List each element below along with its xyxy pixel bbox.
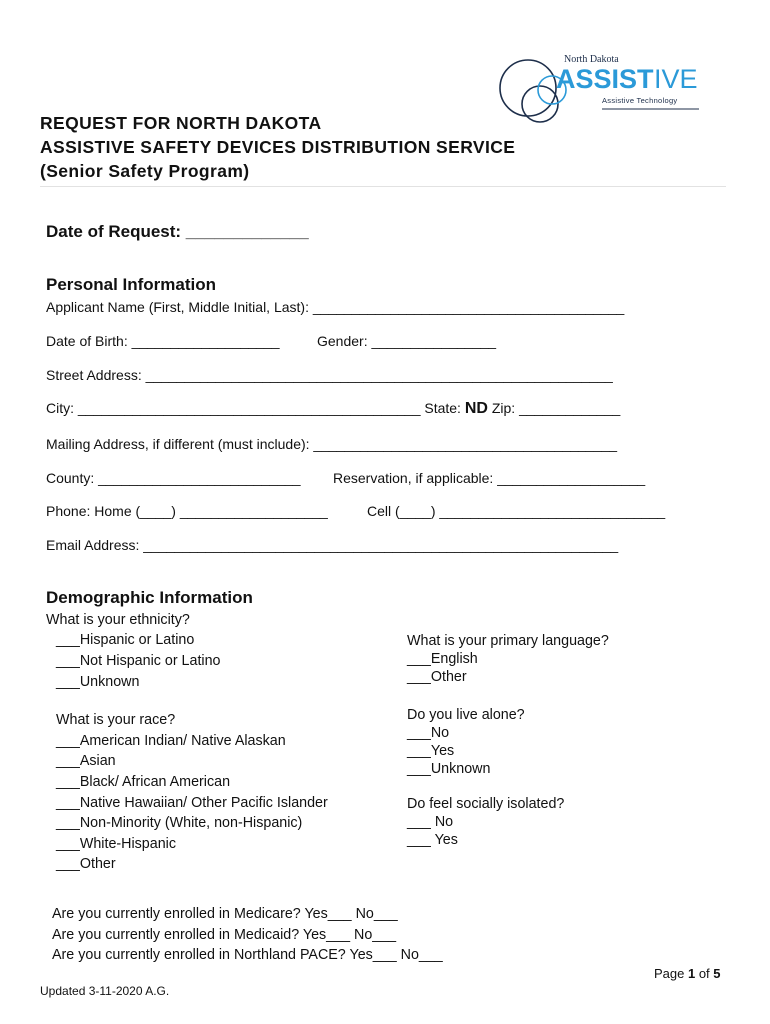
logo-rings-icon — [494, 48, 704, 130]
city-state-field[interactable] — [46, 400, 620, 418]
mailing-address-field[interactable]: Mailing Address, if different (must include): _______________________________________ — [46, 436, 618, 452]
logo-state-text: North Dakota — [564, 54, 619, 65]
county-field[interactable]: County: __________________________ — [46, 470, 301, 486]
page-current: 1 — [687, 966, 696, 981]
medicare-question[interactable]: Are you currently enrolled in Medicare? Yes___ No___ — [52, 906, 398, 922]
title-line-2: ASSISTIVE SAFETY DEVICES DISTRIBUTION SERVICE — [40, 137, 516, 157]
date-of-birth-field[interactable]: Date of Birth: ___________________ — [46, 333, 280, 349]
live-alone-option[interactable]: ___Yes — [407, 743, 455, 759]
race-option[interactable]: ___Black/ African American — [56, 774, 231, 790]
street-address-field[interactable]: Street Address: ____________________________________________________________ — [46, 367, 613, 383]
reservation-field[interactable]: Reservation, if applicable: ___________________ — [333, 470, 646, 486]
page-number — [654, 966, 721, 981]
logo-word-a: ASSIST — [556, 64, 654, 94]
race-option[interactable]: ___American Indian/ Native Alaskan — [56, 733, 286, 749]
date-of-request-field[interactable]: Date of Request: _____________ — [46, 222, 309, 241]
applicant-name-field[interactable]: Applicant Name (First, Middle Initial, Last): ________________________________________ — [46, 299, 625, 315]
isolated-option[interactable]: ___ Yes — [407, 832, 458, 848]
live-alone-option[interactable]: ___No — [407, 725, 450, 741]
cell-phone-field[interactable]: Cell (____) _____________________________ — [367, 503, 666, 519]
personal-info-heading: Personal Information — [46, 275, 217, 294]
medicaid-question[interactable]: Are you currently enrolled in Medicaid? Yes___ No___ — [52, 927, 397, 943]
ethnicity-question: What is your ethnicity? — [46, 612, 190, 628]
title-line-1: REQUEST FOR NORTH DAKOTA — [40, 113, 322, 133]
page-of: of — [695, 966, 714, 981]
updated-note: Updated 3-11-2020 A.G. — [40, 984, 170, 998]
page-total: 5 — [713, 966, 721, 981]
zip-field[interactable]: Zip: _____________ — [487, 400, 621, 416]
language-option[interactable]: ___English — [407, 651, 478, 667]
ethnicity-option[interactable]: ___Unknown — [56, 674, 140, 690]
page-label: Page — [654, 966, 688, 981]
logo-tagline: Assistive Technology — [602, 96, 678, 105]
phone-home-field[interactable]: Phone: Home (____) ___________________ — [46, 503, 328, 519]
language-option[interactable]: ___Other — [407, 669, 467, 685]
city-state-label: City: ____________________________________________ State: — [46, 400, 465, 416]
assistive-technology-logo — [494, 48, 704, 130]
race-option[interactable]: ___Other — [56, 856, 116, 872]
race-option[interactable]: ___Non-Minority (White, non-Hispanic) — [56, 815, 303, 831]
live-alone-question: Do you live alone? — [407, 707, 525, 723]
state-value: ND — [464, 400, 488, 417]
header-divider — [40, 186, 726, 187]
isolated-option[interactable]: ___ No — [407, 814, 454, 830]
race-option[interactable]: ___Asian — [56, 753, 116, 769]
isolated-question: Do feel socially isolated? — [407, 796, 565, 812]
title-line-3: (Senior Safety Program) — [40, 161, 250, 181]
live-alone-option[interactable]: ___Unknown — [407, 761, 491, 777]
email-address-field[interactable]: Email Address: _____________________________________________________________ — [46, 537, 619, 553]
race-option[interactable]: ___Native Hawaiian/ Other Pacific Islander — [56, 795, 328, 811]
pace-question[interactable]: Are you currently enrolled in Northland PACE? Yes___ No___ — [52, 947, 443, 963]
ethnicity-option[interactable]: ___Hispanic or Latino — [56, 632, 195, 648]
race-question: What is your race? — [56, 712, 176, 728]
race-option[interactable]: ___White-Hispanic — [56, 836, 176, 852]
gender-field[interactable]: Gender: ________________ — [317, 333, 497, 349]
ethnicity-option[interactable]: ___Not Hispanic or Latino — [56, 653, 221, 669]
language-question: What is your primary language? — [407, 633, 609, 649]
logo-word-b: IVE — [654, 64, 698, 94]
demographic-info-heading: Demographic Information — [46, 588, 253, 607]
